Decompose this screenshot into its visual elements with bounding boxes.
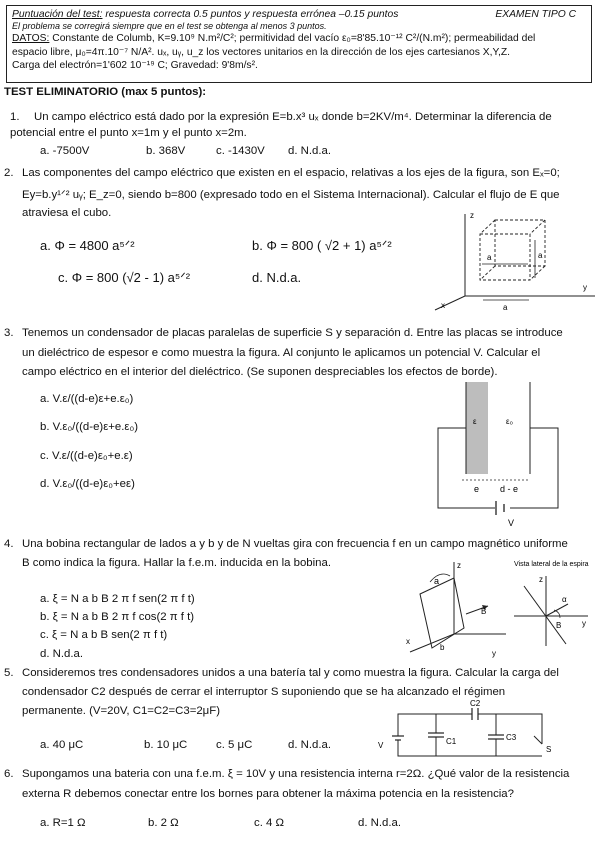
q1-number: 1. [10,111,20,123]
capacitor-figure [430,380,580,528]
q3-number: 3. [4,327,14,339]
exam-type: EXAMEN TIPO C [495,9,576,20]
dielectric-eps: ε [473,417,477,426]
capacitor-voltage: V [508,518,515,528]
q6-option-a[interactable]: a. R=1 Ω [40,817,86,829]
q4-option-c[interactable]: c. ξ = N a b B sen(2 π f t) [40,629,168,641]
cube-y-label: y [583,283,587,292]
q5-option-c[interactable]: c. 5 μC [216,739,253,751]
scoring-line [12,8,586,21]
side-view-caption: Vista lateral de la espira [514,561,589,568]
scoring-label: Puntuación del test: [12,9,103,20]
scoring-text: respuesta correcta 0.5 puntos y respuesta errónea –0.15 puntos [102,9,399,20]
coil-a-label: a [434,576,440,586]
q2-option-d[interactable]: d. N.d.a. [252,270,302,285]
q4-option-a[interactable]: a. ξ = N a b B 2 π f sen(2 π f t) [40,593,195,605]
q3-option-c[interactable]: c. V.ε/((d-e)ε₀+e.ε) [40,450,133,462]
cube-z-label: z [470,211,474,220]
q2-option-a[interactable]: a. Φ = 4800 a⁵ᐟ² [40,238,135,253]
q2-number: 2. [4,167,14,179]
q4-number: 4. [4,538,14,550]
q5-text-2: condensador C2 después de cerrar el interruptor S suponiendo que se ha alcanzado el régimen [22,686,506,698]
q2-text-2: Ey=b.y¹ᐟ² uᵧ; E_z=0, siendo b=800 (expresado todo en el Sistema Internacional). Calcular el flujo de E que [22,189,560,201]
q1-option-b[interactable]: b. 368V [146,145,186,157]
q3-option-d[interactable]: d. V.ε₀/((d-e)ε₀+eε) [40,478,135,490]
q2-text-1: Las componentes del campo eléctrico que existen en el espacio, relativas a los ejes de la figura, son Eₓ=0; [22,167,560,179]
coil-b-label: b [440,643,445,652]
q2-text-3: atraviesa el cubo. [22,207,112,219]
coil-z-label: z [457,561,461,570]
q6-text-2: externa R debemos conectar entre los bornes para obtener la máxima potencia en la resistencia? [22,788,514,800]
data-line-3: Carga del electrón=1'602 10⁻¹⁹ C; Gravedad: 9'8m/s². [12,60,258,72]
switch-s-label: S [546,745,552,754]
q4-option-b[interactable]: b. ξ = N a b B 2 π f cos(2 π f t) [40,611,195,623]
side-alpha-label: α [562,595,567,604]
q4-text-2: B como indica la figura. Hallar la f.e.m. inducida en la bobina. [22,557,331,569]
q4-text-1: Una bobina rectangular de lados a y b y de N vueltas gira con frecuencia f en un campo magnético uniforme [22,538,568,550]
section-title: TEST ELIMINATORIO (max 5 puntos): [4,86,207,98]
thickness-e: e [474,484,480,494]
data-text-1: Constante de Columb, K=9.10⁹ N.m²/C²; permitividad del vacío ε₀=8'85.10⁻¹² C²/(N.m²); permeabilidad del [49,33,536,45]
q6-option-d[interactable]: d. N.d.a. [358,817,402,829]
cube-a-label-3: a [503,303,508,312]
q1-text-2: potencial entre el punto x=1m y el punto x=2m. [10,127,247,139]
q2-option-b[interactable]: b. Φ = 800 ( √2 + 1) a⁵ᐟ² [252,238,392,253]
q5-option-a[interactable]: a. 40 μC [40,739,84,751]
q3-text-1: Tenemos un condensador de placas paralelas de superficie S y separación d. Entre las placas se introduce [22,327,563,339]
q6-option-b[interactable]: b. 2 Ω [148,817,179,829]
cube-figure [425,206,600,318]
vacuum-eps0: ε₀ [506,417,513,426]
cube-a-label-1: a [487,253,492,262]
q5-option-b[interactable]: b. 10 μC [144,739,188,751]
q1-option-a[interactable]: a. -7500V [40,145,90,157]
q3-text-2: un dieléctrico de espesor e como muestra la figura. Al conjunto le aplicamos un potencial V. Calcular el [22,347,541,359]
q1-option-c[interactable]: c. -1430V [216,145,265,157]
data-line-1 [12,32,586,45]
q6-number: 6. [4,768,14,780]
exam-header [6,5,592,83]
q2-option-c[interactable]: c. Φ = 800 (√2 - 1) a⁵ᐟ² [58,270,191,285]
q6-option-c[interactable]: c. 4 Ω [254,817,285,829]
q5-text-1: Consideremos tres condensadores unidos a una batería tal y como muestra la figura. Calcular la carga del [22,667,559,679]
c1-label: C1 [446,737,457,746]
q5-text-3: permanente. (V=20V, C1=C2=C3=2μF) [22,705,221,717]
side-y-label: y [582,619,586,628]
q4-option-d[interactable]: d. N.d.a. [40,648,84,660]
cube-a-label-2: a [538,251,543,260]
circuit-figure [372,700,562,764]
coil-B-label: B [481,607,487,616]
side-z-label: z [539,575,543,584]
correction-note: El problema se corregirá siempre que en el test se obtenga al menos 3 puntos. [12,21,327,32]
q3-text-3: campo eléctrico en el interior del dieléctrico. (Se suponen despreciables los efectos de borde). [22,366,498,378]
cube-x-label: x [441,301,445,310]
q5-option-d[interactable]: d. N.d.a. [288,739,332,751]
q5-number: 5. [4,667,14,679]
q1-text-1: Un campo eléctrico está dado por la expresión E=b.x³ uₓ donde b=2KV/m⁴. Determinar la diferencia de [34,111,552,123]
coil-y-label: y [492,649,496,658]
gap-d-minus-e: d - e [500,484,519,494]
q3-option-a[interactable]: a. V.ε/((d-e)ε+e.ε₀) [40,393,134,405]
coil-x-label: x [406,637,410,646]
battery-v-label: V [378,741,384,750]
coil-figure [396,556,596,664]
q6-text-1: Supongamos una bateria con una f.e.m. ξ = 10V y una resistencia interna r=2Ω. ¿Qué valor de la resistencia [22,768,570,780]
c2-label: C2 [470,700,481,708]
data-label: DATOS: [12,33,50,45]
q1-option-d[interactable]: d. N.d.a. [288,145,332,157]
c3-label: C3 [506,733,517,742]
side-B-label: B [556,621,562,630]
q3-option-b[interactable]: b. V.ε₀/((d-e)ε+e.ε₀) [40,421,139,433]
data-line-2: espacio libre, μ₀=4π.10⁻⁷ N/A². uₓ, uᵧ, u_z los vectores unitarios en la dirección de los ejes cartesianos X,Y,Z. [12,46,511,58]
